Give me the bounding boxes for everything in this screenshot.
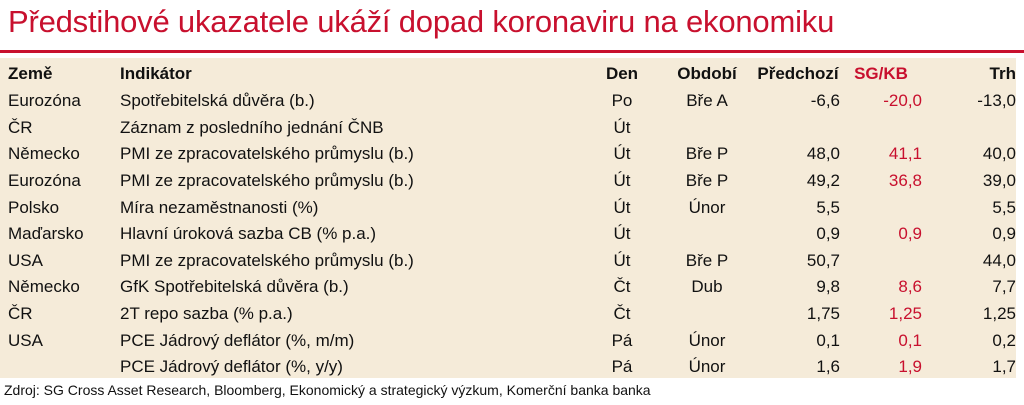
cell-country: Eurozóna <box>8 91 81 111</box>
cell-market: 0,2 <box>992 330 1016 350</box>
cell-period <box>658 221 756 248</box>
cell-day: Út <box>613 117 631 137</box>
table-row <box>0 354 1024 381</box>
header-market: Trh <box>989 64 1016 83</box>
cell-sgkb: 0,1 <box>898 330 922 350</box>
cell-day: Pá <box>611 330 633 350</box>
cell-country: Maďarsko <box>8 224 84 244</box>
header-sgkb: SG/KB <box>854 64 908 83</box>
cell-sgkb <box>840 115 922 142</box>
cell-day: Út <box>613 171 631 191</box>
header-period: Období <box>677 64 737 83</box>
cell-country: ČR <box>8 304 33 324</box>
cell-period <box>658 115 756 142</box>
title-divider <box>0 50 1024 53</box>
cell-indicator: Záznam z posledního jednání ČNB <box>120 117 384 137</box>
table-row <box>0 194 1024 221</box>
cell-indicator: Spotřebitelská důvěra (b.) <box>120 91 315 111</box>
cell-day: Po <box>611 91 633 111</box>
cell-indicator: Míra nezaměstnanosti (%) <box>120 197 319 217</box>
cell-previous: 50,7 <box>806 250 840 270</box>
cell-indicator: PMI ze zpracovatelského průmyslu (b.) <box>120 144 414 164</box>
cell-indicator: 2T repo sazba (% p.a.) <box>120 304 293 324</box>
cell-sgkb: 0,9 <box>898 224 922 244</box>
cell-period: Únor <box>688 197 726 217</box>
cell-day: Pá <box>611 357 633 377</box>
cell-previous: 49,2 <box>806 171 840 191</box>
cell-country: USA <box>8 330 43 350</box>
cell-previous: 9,8 <box>816 277 840 297</box>
cell-period: Bře A <box>686 91 728 111</box>
cell-market: 40,0 <box>982 144 1016 164</box>
cell-sgkb: 36,8 <box>888 171 922 191</box>
cell-indicator: PMI ze zpracovatelského průmyslu (b.) <box>120 250 414 270</box>
table-row <box>0 115 1024 142</box>
cell-previous: 48,0 <box>806 144 840 164</box>
table-row <box>0 141 1024 168</box>
table-row <box>0 248 1024 275</box>
cell-sgkb <box>840 248 922 275</box>
cell-period: Dub <box>691 277 723 297</box>
table-row <box>0 221 1024 248</box>
cell-market: 44,0 <box>982 250 1016 270</box>
table-header-row <box>0 60 1024 88</box>
indicator-table <box>0 60 1024 381</box>
cell-market: 1,25 <box>982 304 1016 324</box>
cell-market: 5,5 <box>992 197 1016 217</box>
header-day: Den <box>605 64 639 83</box>
cell-sgkb: 1,9 <box>898 357 922 377</box>
cell-day: Út <box>613 144 631 164</box>
cell-sgkb: 41,1 <box>888 144 922 164</box>
header-previous: Předchozí <box>757 64 839 83</box>
table-row <box>0 88 1024 115</box>
cell-indicator: GfK Spotřebitelská důvěra (b.) <box>120 277 349 297</box>
cell-period: Bře P <box>685 250 729 270</box>
cell-country: ČR <box>8 117 33 137</box>
cell-indicator: PMI ze zpracovatelského průmyslu (b.) <box>120 171 414 191</box>
cell-previous <box>756 115 840 142</box>
cell-day: Čt <box>613 277 631 297</box>
cell-previous: -6,6 <box>810 91 840 111</box>
cell-country: USA <box>8 250 43 270</box>
cell-indicator: PCE Jádrový deflátor (%, y/y) <box>120 357 343 377</box>
header-indicator: Indikátor <box>120 64 192 83</box>
cell-previous: 5,5 <box>816 197 840 217</box>
cell-indicator: PCE Jádrový deflátor (%, m/m) <box>120 330 355 350</box>
cell-market: 1,7 <box>992 357 1016 377</box>
cell-market <box>922 115 1024 142</box>
cell-period: Únor <box>688 357 726 377</box>
cell-country <box>0 354 120 381</box>
cell-market: 7,7 <box>992 277 1016 297</box>
cell-country: Německo <box>8 277 80 297</box>
table-row <box>0 327 1024 354</box>
table-row <box>0 168 1024 195</box>
cell-sgkb <box>840 194 922 221</box>
cell-period <box>658 301 756 328</box>
cell-day: Út <box>613 250 631 270</box>
cell-period: Bře P <box>685 144 729 164</box>
cell-market: 0,9 <box>992 224 1016 244</box>
cell-previous: 0,9 <box>816 224 840 244</box>
cell-sgkb: -20,0 <box>883 91 922 111</box>
cell-day: Út <box>613 197 631 217</box>
cell-country: Polsko <box>8 197 60 217</box>
cell-market: -13,0 <box>977 91 1016 111</box>
cell-period: Únor <box>688 330 726 350</box>
cell-period: Bře P <box>685 171 729 191</box>
cell-previous: 0,1 <box>816 330 840 350</box>
cell-sgkb: 1,25 <box>888 304 922 324</box>
table-row <box>0 301 1024 328</box>
page-title: Předstihové ukazatele ukáží dopad koronaviru na ekonomiku <box>8 4 835 39</box>
cell-previous: 1,75 <box>806 304 840 324</box>
cell-market: 39,0 <box>982 171 1016 191</box>
cell-indicator: Hlavní úroková sazba CB (% p.a.) <box>120 224 377 244</box>
cell-country: Eurozóna <box>8 171 81 191</box>
cell-previous: 1,6 <box>816 357 840 377</box>
header-country: Země <box>8 64 53 83</box>
cell-sgkb: 8,6 <box>898 277 922 297</box>
cell-country: Německo <box>8 144 80 164</box>
source-note: Zdroj: SG Cross Asset Research, Bloomberg, Ekonomický a strategický výzkum, Komerční banka banka <box>4 382 651 398</box>
cell-day: Čt <box>613 304 631 324</box>
table-row <box>0 274 1024 301</box>
cell-day: Út <box>613 224 631 244</box>
